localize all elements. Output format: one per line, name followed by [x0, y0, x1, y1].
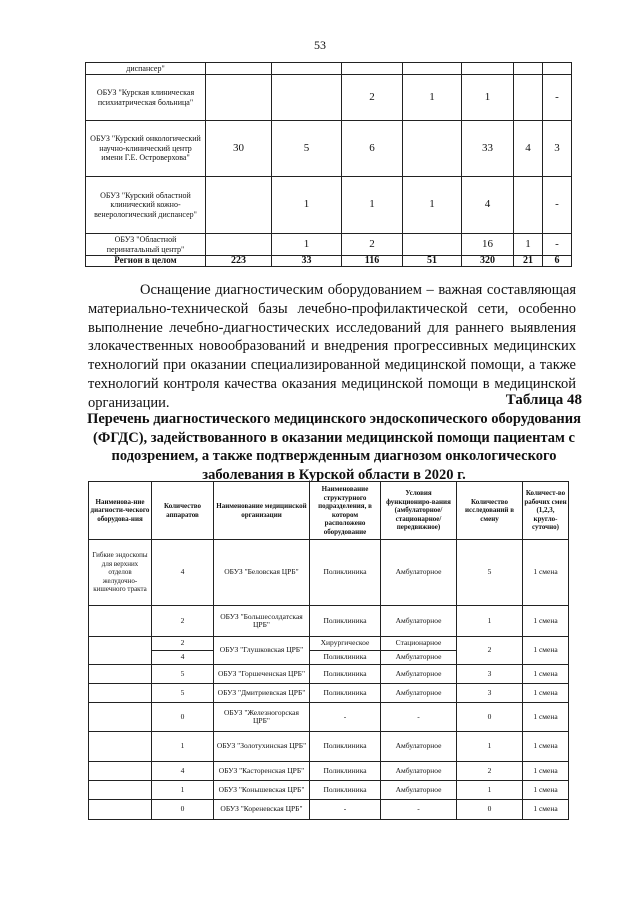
count-cell: 1 — [152, 781, 214, 800]
value-cell: 30 — [206, 121, 272, 177]
unit-cell: Поликлиника — [310, 684, 381, 703]
total-cell: 223 — [206, 256, 272, 267]
total-label: Регион в целом — [86, 256, 206, 267]
table-row — [86, 234, 572, 256]
shifts-cell: 1 смена — [523, 781, 569, 800]
count-cell: 2 — [152, 637, 214, 651]
conditions-cell: Амбулаторное — [381, 606, 457, 637]
equipment-summary-table — [85, 62, 572, 267]
per-shift-cell: 1 — [457, 606, 523, 637]
conditions-cell: Амбулаторное — [381, 732, 457, 762]
org-cell: ОБУЗ "Курская клиническая психиатрическая больница" — [86, 75, 206, 121]
value-cell: - — [543, 75, 572, 121]
value-cell — [206, 177, 272, 234]
total-cell: 6 — [543, 256, 572, 267]
count-cell: 4 — [152, 762, 214, 781]
empty-cell — [89, 665, 152, 684]
total-row — [86, 256, 572, 267]
table-row — [89, 606, 569, 637]
value-cell: 16 — [462, 234, 514, 256]
table-row — [89, 732, 569, 762]
total-cell: 33 — [272, 256, 342, 267]
value-cell — [272, 63, 342, 75]
per-shift-cell: 3 — [457, 684, 523, 703]
shifts-cell: 1 смена — [523, 703, 569, 732]
empty-cell — [89, 637, 152, 665]
count-cell: 0 — [152, 703, 214, 732]
org-cell: ОБУЗ "Золотухинская ЦРБ" — [214, 732, 310, 762]
empty-cell — [89, 762, 152, 781]
shifts-cell: 1 смена — [523, 684, 569, 703]
endoscopy-equipment-table — [88, 481, 569, 820]
value-cell: 4 — [462, 177, 514, 234]
unit-cell: Поликлиника — [310, 651, 381, 665]
org-cell: ОБУЗ "Конышевская ЦРБ" — [214, 781, 310, 800]
unit-cell: - — [310, 703, 381, 732]
value-cell: 5 — [272, 121, 342, 177]
count-cell: 5 — [152, 665, 214, 684]
org-cell: ОБУЗ "Большесолдатская ЦРБ" — [214, 606, 310, 637]
shifts-cell: 1 смена — [523, 606, 569, 637]
table-row — [86, 75, 572, 121]
org-cell: ОБУЗ "Горшеченская ЦРБ" — [214, 665, 310, 684]
conditions-cell: Амбулаторное — [381, 665, 457, 684]
value-cell — [514, 63, 543, 75]
value-cell: 1 — [403, 177, 462, 234]
value-cell — [342, 63, 403, 75]
conditions-cell: Амбулаторное — [381, 651, 457, 665]
count-cell: 4 — [152, 651, 214, 665]
table-row — [89, 781, 569, 800]
unit-cell: Поликлиника — [310, 762, 381, 781]
value-cell: 1 — [462, 75, 514, 121]
count-cell: 4 — [152, 540, 214, 606]
unit-cell: Хирургическое — [310, 637, 381, 651]
org-cell: ОБУЗ "Беловская ЦРБ" — [214, 540, 310, 606]
conditions-cell: - — [381, 800, 457, 820]
shifts-cell: 1 смена — [523, 762, 569, 781]
value-cell — [462, 63, 514, 75]
value-cell: 4 — [514, 121, 543, 177]
value-cell — [543, 63, 572, 75]
unit-cell: Поликлиника — [310, 540, 381, 606]
shifts-cell: 1 смена — [523, 800, 569, 820]
per-shift-cell: 1 — [457, 781, 523, 800]
per-shift-cell: 3 — [457, 665, 523, 684]
col-header-count: Количество аппаратов — [152, 482, 214, 540]
value-cell — [272, 75, 342, 121]
value-cell: 2 — [342, 75, 403, 121]
value-cell: 33 — [462, 121, 514, 177]
value-cell — [206, 234, 272, 256]
table-row — [89, 665, 569, 684]
table-row — [89, 762, 569, 781]
table-row — [89, 540, 569, 606]
unit-cell: Поликлиника — [310, 781, 381, 800]
table-row — [86, 121, 572, 177]
empty-cell — [89, 781, 152, 800]
shifts-cell: 1 смена — [523, 637, 569, 665]
unit-cell: Поликлиника — [310, 665, 381, 684]
unit-cell: Поликлиника — [310, 732, 381, 762]
value-cell: 6 — [342, 121, 403, 177]
per-shift-cell: 1 — [457, 732, 523, 762]
value-cell: - — [543, 177, 572, 234]
org-cell: ОБУЗ "Кореневская ЦРБ" — [214, 800, 310, 820]
table-row — [86, 177, 572, 234]
table-row — [89, 800, 569, 820]
col-header-equipment: Наименова-ние диагности-ческого оборудова-ния — [89, 482, 152, 540]
value-cell — [403, 234, 462, 256]
table-row — [89, 637, 569, 651]
value-cell: 3 — [543, 121, 572, 177]
org-cell: ОБУЗ "Касторенская ЦРБ" — [214, 762, 310, 781]
value-cell — [514, 177, 543, 234]
col-header-org: Наименование медицинской организации — [214, 482, 310, 540]
org-cell: ОБУЗ "Дмитриевская ЦРБ" — [214, 684, 310, 703]
total-cell: 21 — [514, 256, 543, 267]
value-cell — [403, 63, 462, 75]
per-shift-cell: 0 — [457, 703, 523, 732]
total-cell: 51 — [403, 256, 462, 267]
paragraph-text: Оснащение диагностическим оборудованием – важная составляющая материально-технической базы лечебно-профилактической сети, особенно выполнение лечебно-диагностических исследований для раннего выявления злокачественных новообразований и внедрения прогрессивных медицинских технологий при оказании специализированной медицинской помощи, а также технологий контроля качества оказания медицинской помощи в медицинской организации. — [88, 282, 576, 411]
total-cell: 320 — [462, 256, 514, 267]
unit-cell: Поликлиника — [310, 606, 381, 637]
per-shift-cell: 0 — [457, 800, 523, 820]
shifts-cell: 1 смена — [523, 665, 569, 684]
org-cell: ОБУЗ "Курский областной клинический кожно-венерологический диспансер" — [86, 177, 206, 234]
col-header-per-shift: Количество исследований в смену — [457, 482, 523, 540]
value-cell — [206, 75, 272, 121]
value-cell: - — [543, 234, 572, 256]
count-cell: 5 — [152, 684, 214, 703]
empty-cell — [89, 703, 152, 732]
value-cell — [206, 63, 272, 75]
total-cell: 116 — [342, 256, 403, 267]
conditions-cell: Амбулаторное — [381, 781, 457, 800]
table-row — [89, 684, 569, 703]
table-title: Перечень диагностического медицинского эндоскопического оборудования (ФГДС), задействованного в оказании медицинской помощи пациентам с подозрением, а также подтвержденным диагнозом онкологического заболевания в Курской области в 2020 г. — [87, 411, 581, 483]
per-shift-cell: 2 — [457, 637, 523, 665]
empty-cell — [89, 732, 152, 762]
empty-cell — [89, 606, 152, 637]
empty-cell — [89, 800, 152, 820]
shifts-cell: 1 смена — [523, 540, 569, 606]
value-cell: 1 — [342, 177, 403, 234]
table-row — [89, 703, 569, 732]
empty-cell — [89, 684, 152, 703]
conditions-cell: - — [381, 703, 457, 732]
table-label: Таблица 48 — [505, 392, 582, 408]
col-header-conditions: Условия функциониро-вания (амбулаторное/ стационарное/ передвижное) — [381, 482, 457, 540]
conditions-cell: Амбулаторное — [381, 684, 457, 703]
count-cell: 1 — [152, 732, 214, 762]
per-shift-cell: 2 — [457, 762, 523, 781]
value-cell: 1 — [403, 75, 462, 121]
value-cell: 2 — [342, 234, 403, 256]
org-cell: ОБУЗ "Глушковская ЦРБ" — [214, 637, 310, 665]
header-row — [89, 482, 569, 540]
count-cell: 0 — [152, 800, 214, 820]
body-paragraph — [88, 281, 576, 413]
conditions-cell: Амбулаторное — [381, 540, 457, 606]
page-number: 53 — [314, 38, 326, 52]
org-cell: диспансер" — [86, 63, 206, 75]
equipment-name-cell: Гибкие эндоскопы для верхних отделов желудочно-кишечного тракта — [89, 540, 152, 606]
unit-cell: - — [310, 800, 381, 820]
org-cell: ОБУЗ "Железногорская ЦРБ" — [214, 703, 310, 732]
conditions-cell: Амбулаторное — [381, 762, 457, 781]
value-cell: 1 — [272, 234, 342, 256]
value-cell: 1 — [514, 234, 543, 256]
value-cell: 1 — [272, 177, 342, 234]
org-cell: ОБУЗ "Курский онкологический научно-клинический центр имени Г.Е. Островерхова" — [86, 121, 206, 177]
count-cell: 2 — [152, 606, 214, 637]
col-header-unit: Наименование структурного подразделения, в котором расположено оборудование — [310, 482, 381, 540]
conditions-cell: Стационарное — [381, 637, 457, 651]
org-cell: ОБУЗ "Областной перинатальный центр" — [86, 234, 206, 256]
col-header-shifts: Количест-во рабочих смен (1,2,3, кругло-суточно) — [523, 482, 569, 540]
value-cell — [514, 75, 543, 121]
shifts-cell: 1 смена — [523, 732, 569, 762]
table-row — [86, 63, 572, 75]
per-shift-cell: 5 — [457, 540, 523, 606]
value-cell — [403, 121, 462, 177]
